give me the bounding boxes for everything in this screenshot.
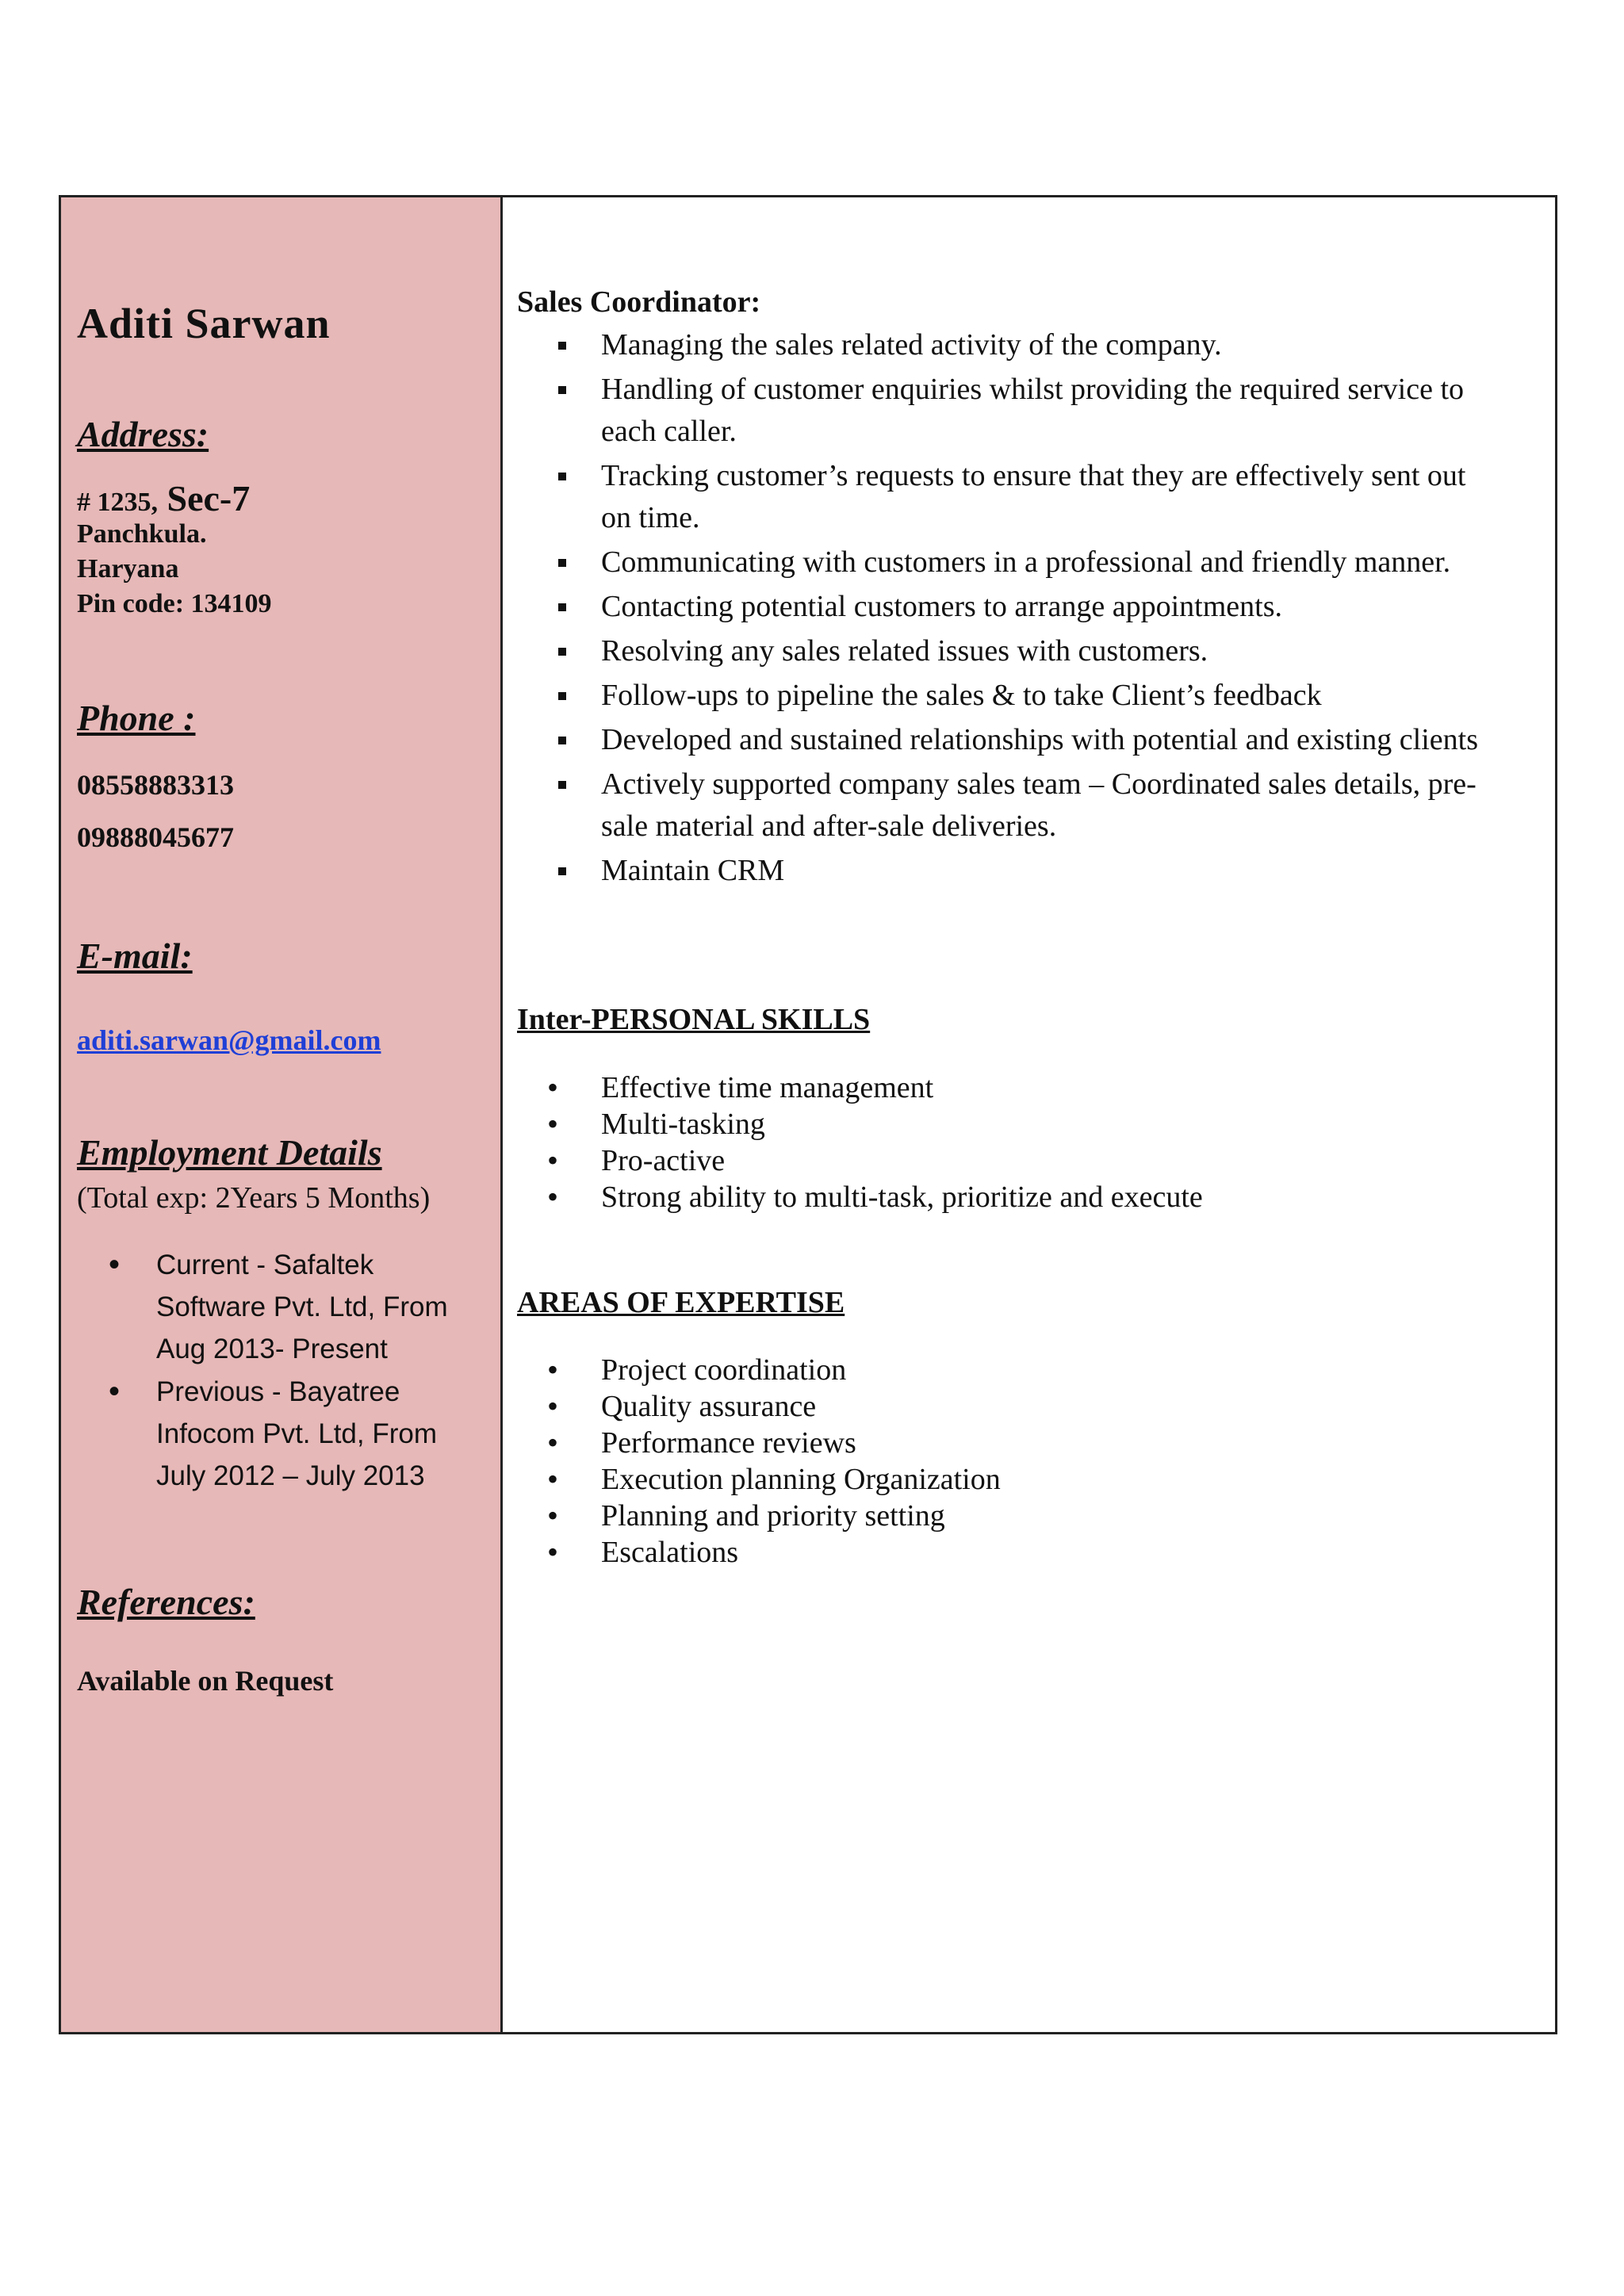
skill-item: • Pro-active bbox=[574, 1142, 1502, 1179]
duty-item: Communicating with customers in a professional and friendly manner. bbox=[574, 541, 1502, 584]
employment-item-previous: • Previous - Bayatree Infocom Pvt. Ltd, From July 2012 – July 2013 bbox=[109, 1371, 489, 1497]
expertise-item: • Project coordination bbox=[574, 1352, 1502, 1388]
skills-heading: Inter-PERSONAL SKILLS bbox=[517, 1003, 871, 1036]
duty-item: Maintain CRM bbox=[574, 850, 1502, 892]
expertise-list bbox=[574, 1352, 1502, 1571]
duty-item: Handling of customer enquiries whilst providing the required service to each caller. bbox=[574, 369, 1502, 453]
main-content bbox=[503, 197, 1555, 2032]
expertise-heading: AREAS OF EXPERTISE bbox=[517, 1286, 845, 1319]
duties-list bbox=[574, 324, 1502, 894]
duty-item: Follow-ups to pipeline the sales & to take Client’s feedback bbox=[574, 675, 1502, 717]
skills-list bbox=[574, 1070, 1502, 1215]
expertise-item: • Performance reviews bbox=[574, 1425, 1502, 1461]
employment-heading: Employment Details bbox=[77, 1132, 382, 1173]
duty-item: Managing the sales related activity of the company. bbox=[574, 324, 1502, 366]
resume-frame bbox=[59, 195, 1557, 2034]
expertise-item: • Execution planning Organization bbox=[574, 1461, 1502, 1498]
address-sector: Sec-7 bbox=[158, 478, 251, 519]
phone-heading: Phone : bbox=[77, 698, 196, 738]
candidate-name: Aditi Sarwan bbox=[77, 300, 331, 347]
employment-list bbox=[109, 1244, 489, 1498]
expertise-item: • Quality assurance bbox=[574, 1388, 1502, 1425]
total-experience: (Total exp: 2Years 5 Months) bbox=[77, 1181, 431, 1215]
phone-1[interactable]: 08558883313 bbox=[77, 769, 234, 801]
duty-item: Resolving any sales related issues with customers. bbox=[574, 630, 1502, 672]
references-text: Available on Request bbox=[77, 1665, 334, 1697]
skill-item: • Multi-tasking bbox=[574, 1106, 1502, 1142]
address-number: # 1235, bbox=[77, 488, 158, 517]
sidebar bbox=[61, 197, 503, 2032]
address-heading: Address: bbox=[77, 414, 209, 454]
role-title: Sales Coordinator: bbox=[517, 285, 761, 319]
address-pincode: Pin code: 134109 bbox=[77, 589, 272, 618]
employment-item-current: • Current - Safaltek Software Pvt. Ltd, From Aug 2013- Present bbox=[109, 1244, 489, 1370]
duty-item: Tracking customer’s requests to ensure that they are effectively sent out on time. bbox=[574, 455, 1502, 539]
address-line-2: Panchkula. bbox=[77, 519, 207, 549]
address-block bbox=[77, 478, 272, 622]
address-line-3: Haryana bbox=[77, 554, 179, 584]
skill-item: • Strong ability to multi-task, prioritize and execute bbox=[574, 1179, 1502, 1215]
address-line-1 bbox=[77, 478, 272, 520]
email-heading: E-mail: bbox=[77, 936, 193, 976]
skill-item: • Effective time management bbox=[574, 1070, 1502, 1106]
duty-item: Actively supported company sales team – Coordinated sales details, pre-sale material and after-sale deliveries. bbox=[574, 763, 1502, 848]
expertise-item: • Planning and priority setting bbox=[574, 1498, 1502, 1534]
references-heading: References: bbox=[77, 1582, 255, 1622]
duty-item: Contacting potential customers to arrange appointments. bbox=[574, 586, 1502, 628]
expertise-item: • Escalations bbox=[574, 1534, 1502, 1571]
phone-2[interactable]: 09888045677 bbox=[77, 821, 234, 853]
email-link[interactable]: aditi.sarwan@gmail.com bbox=[77, 1024, 381, 1056]
duty-item: Developed and sustained relationships with potential and existing clients bbox=[574, 719, 1502, 761]
